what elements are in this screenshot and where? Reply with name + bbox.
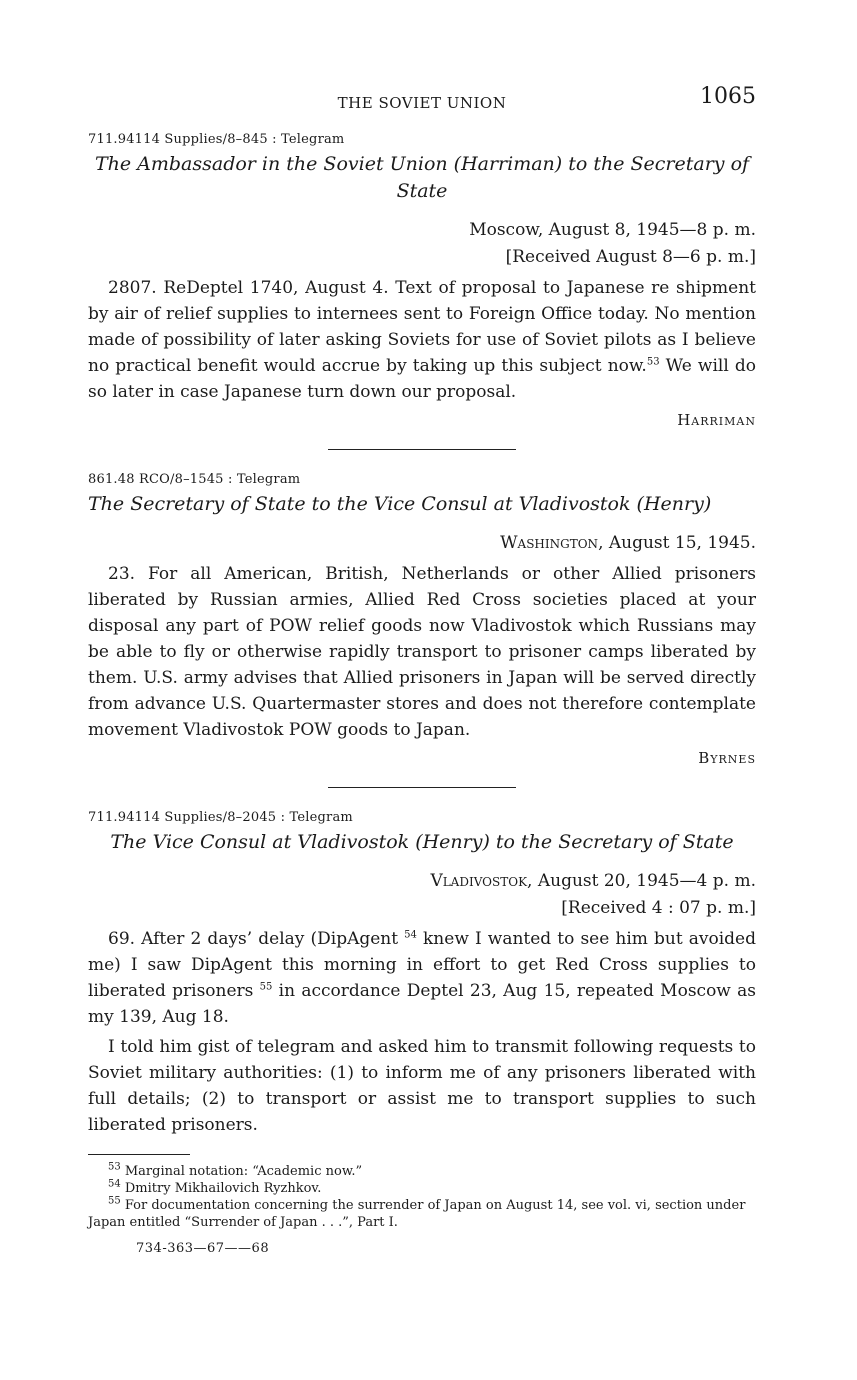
body-paragraph bbox=[88, 275, 756, 405]
document-heading: The Ambassador in the Soviet Union (Harriman) to the Secretary of State bbox=[94, 153, 750, 202]
footnote-ref: 54 bbox=[404, 929, 417, 941]
dateline bbox=[88, 217, 756, 271]
telegram-section-3 bbox=[88, 810, 756, 1138]
running-title: THE SOVIET UNION bbox=[337, 94, 507, 112]
page-number: 1065 bbox=[700, 84, 756, 109]
received-line: [Received August 8—6 p. m.] bbox=[505, 247, 756, 267]
date-place-name: Washington bbox=[500, 533, 599, 553]
signature: Harriman bbox=[677, 411, 756, 429]
print-code: 734-363—67——68 bbox=[136, 1241, 270, 1256]
footnote-number: 54 bbox=[108, 1178, 121, 1190]
paragraph-text: We will do so later in case Japanese turn down our proposal. bbox=[88, 356, 756, 402]
document-page bbox=[88, 84, 756, 1256]
date-place bbox=[88, 868, 756, 895]
document-heading: The Vice Consul at Vladivostok (Henry) to the Secretary of State bbox=[110, 831, 734, 853]
file-reference: 861.48 RCO/8–1545 : Telegram bbox=[88, 472, 301, 487]
file-reference: 711.94114 Supplies/8–2045 : Telegram bbox=[88, 810, 353, 825]
section-divider bbox=[328, 449, 516, 450]
body-paragraph: 23. For all American, British, Netherlands or other Allied prisoners liberated by Russian armies, Allied Red Cross societies placed at your disposal any part of POW relief goods now Vladivostok which Russians may be able to fly or otherwise rapidly transport to prisoner camps liberated by them. U.S. army advises that Allied prisoners in Japan will be served directly from advance U.S. Quartermaster stores and does not therefore contemplate movement Vladivostok POW goods to Japan. bbox=[88, 564, 756, 740]
paragraph-text: 69. After 2 days’ delay (DipAgent bbox=[108, 929, 405, 949]
body-paragraph bbox=[88, 926, 756, 1030]
footnote-text: Dmitry Mikhailovich Ryzhkov. bbox=[124, 1181, 322, 1196]
document-heading: The Secretary of State to the Vice Consul at Vladivostok (Henry) bbox=[88, 493, 712, 515]
running-head bbox=[88, 84, 756, 120]
footnote-text: For documentation concerning the surrender of Japan on August 14, see vol. vi, section under Japan entitled “Surrender of Japan . . .”, Part I. bbox=[88, 1198, 746, 1230]
footnotes bbox=[88, 1163, 756, 1231]
file-reference: 711.94114 Supplies/8–845 : Telegram bbox=[88, 132, 345, 147]
dateline bbox=[88, 530, 756, 557]
date-place: Moscow, August 8, 1945—8 p. m. bbox=[469, 220, 756, 240]
section-divider bbox=[328, 787, 516, 788]
received-line: [Received 4 : 07 p. m.] bbox=[561, 898, 756, 918]
footnote-text: Marginal notation: “Academic now.” bbox=[124, 1164, 363, 1179]
footnote-53 bbox=[88, 1163, 756, 1180]
date-text: , August 15, 1945. bbox=[598, 533, 756, 553]
footnote-ref: 53 bbox=[646, 356, 660, 368]
telegram-section-2 bbox=[88, 472, 756, 767]
footnote-number: 53 bbox=[108, 1161, 121, 1173]
footnote-54 bbox=[88, 1180, 756, 1197]
paragraph-text: knew I wanted to see him but avoided me) I saw DipAgent this morning in effort to get Red Cross supplies to liberated prisoners bbox=[88, 929, 756, 1001]
footnote-divider bbox=[88, 1154, 190, 1155]
paragraph-text: 2807. ReDeptel 1740, August 4. Text of proposal to Japanese re shipment by air of relief supplies to internees sent to Foreign Office today. No mention made of possibility of later asking Soviets for use of Soviet pilots as I believe no practical benefit would accrue by taking up this subject now. bbox=[88, 278, 756, 376]
footnote-55 bbox=[88, 1197, 756, 1231]
telegram-section-1 bbox=[88, 132, 756, 429]
signature: Byrnes bbox=[698, 749, 756, 767]
footnote-number: 55 bbox=[108, 1195, 121, 1207]
dateline bbox=[88, 868, 756, 922]
body-paragraph: I told him gist of telegram and asked him to transmit following requests to Soviet military authorities: (1) to inform me of any prisoners liberated with full details; (2) to transport or assist me to transport supplies to such liberated prisoners. bbox=[88, 1037, 756, 1135]
date-place-name: Vladivostok bbox=[430, 871, 528, 891]
footnote-ref: 55 bbox=[259, 981, 273, 993]
date-text: , August 20, 1945—4 p. m. bbox=[527, 871, 756, 891]
paragraph-text: in accordance Deptel 23, Aug 15, repeated Moscow as my 139, Aug 18. bbox=[88, 981, 756, 1027]
